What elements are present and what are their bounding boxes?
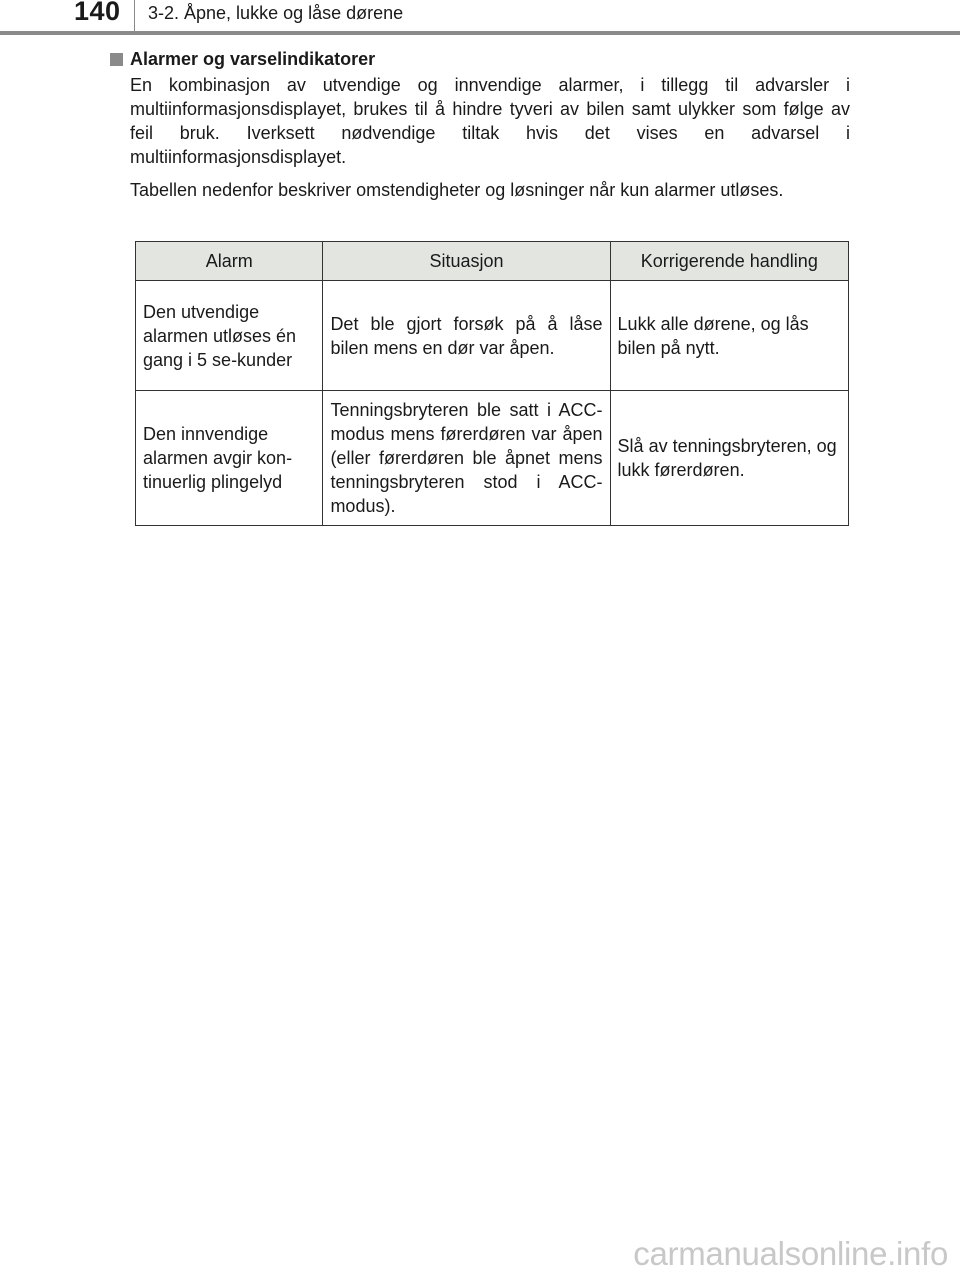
- table-cell-alarm: Den utvendige alarmen utløses én gang i 5 se-kunder: [136, 281, 323, 391]
- table-cell-alarm: Den innvendige alarmen avgir kon-tinuerlig plingelyd: [136, 391, 323, 526]
- table-cell-situation: Tenningsbryteren ble satt i ACC-modus mens førerdøren var åpen (eller førerdøren ble åpnet mens tenningsbryteren stod i ACC-modus).: [323, 391, 610, 526]
- header-rule: [0, 31, 960, 35]
- column-header-alarm: Alarm: [136, 242, 323, 281]
- chapter-title: 3-2. Åpne, lukke og låse dørene: [148, 3, 404, 23]
- table-cell-action: Lukk alle dørene, og lås bilen på nytt.: [610, 281, 848, 391]
- watermark: carmanualsonline.info: [633, 1235, 948, 1272]
- table-cell-situation: Det ble gjort forsøk på å låse bilen mens en dør var åpen.: [323, 281, 610, 391]
- page-number: 140: [74, 0, 121, 26]
- table-header-row: [136, 242, 849, 281]
- section-heading: [110, 47, 850, 71]
- square-bullet-icon: [110, 53, 123, 66]
- page-header: [0, 0, 960, 40]
- column-header-situation: Situasjon: [323, 242, 610, 281]
- table-cell-action: Slå av tenningsbryteren, og lukk førerdøren.: [610, 391, 848, 526]
- alarm-table: [135, 241, 849, 526]
- table-row: [136, 391, 849, 526]
- alarm-section: [110, 47, 850, 202]
- header-divider: [134, 0, 135, 31]
- table-intro-paragraph: Tabellen nedenfor beskriver omstendigheter og løsninger når kun alarmer utløses.: [130, 180, 784, 200]
- column-header-action: Korrigerende handling: [610, 242, 848, 281]
- table-row: [136, 281, 849, 391]
- section-heading-text: Alarmer og varselindikatorer: [130, 48, 376, 69]
- intro-paragraph: En kombinasjon av utvendige og innvendige alarmer, i tillegg til advarsler i multiinformasjonsdisplayet, brukes til å hindre tyveri av bilen samt ulykker som følge av feil bruk. Iverksett nødvendige tiltak hvis det vises en advarsel i multiinformasjonsdisplayet.: [130, 75, 850, 167]
